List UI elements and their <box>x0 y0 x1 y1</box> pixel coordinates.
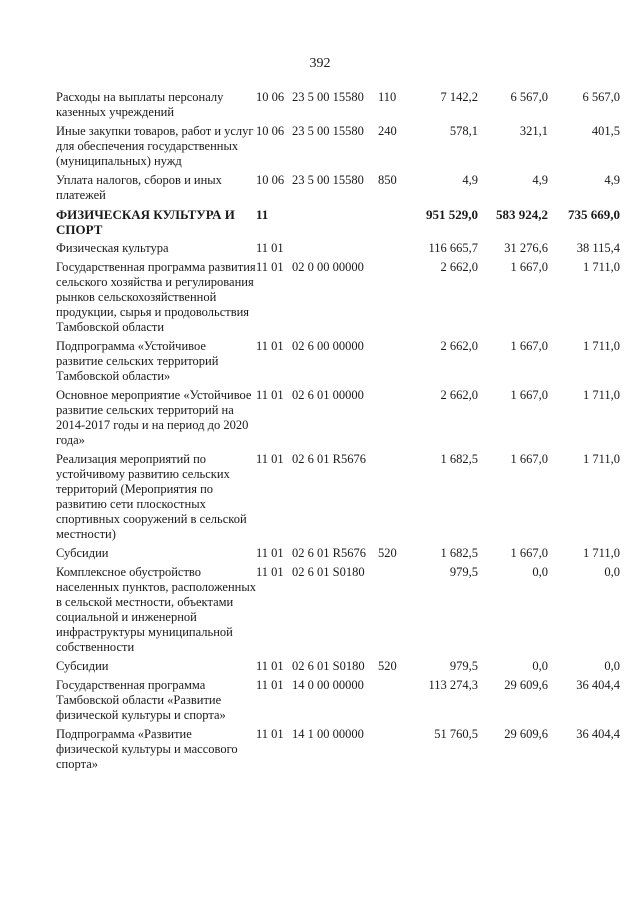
row-section-code: 11 01 <box>256 659 284 673</box>
table-row <box>56 546 620 565</box>
row-value-year1: 7 142,2 <box>440 90 478 104</box>
row-expense-type <box>378 207 402 241</box>
row-name: Субсидии <box>56 546 109 560</box>
row-section-code: 11 01 <box>256 452 284 466</box>
row-section-code: 11 01 <box>256 678 284 692</box>
row-value-year2: 1 667,0 <box>510 388 548 402</box>
row-value-year2: 583 924,2 <box>496 207 548 222</box>
row-value-year3: 38 115,4 <box>576 241 620 255</box>
table-row <box>56 339 620 388</box>
row-section-code: 11 01 <box>256 388 284 402</box>
row-target-code: 02 6 01 00000 <box>292 388 364 402</box>
row-target-code: 02 6 01 R5676 <box>292 452 366 466</box>
row-value-year3: 1 711,0 <box>582 546 620 560</box>
row-expense-type <box>378 339 402 388</box>
row-value-year2: 1 667,0 <box>510 546 548 560</box>
row-value-year1: 979,5 <box>449 565 478 579</box>
row-target-code: 14 0 00 00000 <box>292 678 364 692</box>
row-value-year2: 1 667,0 <box>510 260 548 274</box>
row-value-year1: 2 662,0 <box>440 339 478 353</box>
row-target-code: 23 5 00 15580 <box>292 124 364 138</box>
row-section-code: 10 06 <box>256 90 285 104</box>
row-name: Комплексное обустройство населенных пунктов, расположенных в сельской местности, объектами социальной и инженерной инфраструктуры муниципальной собственности <box>56 565 257 654</box>
row-section-code: 11 01 <box>256 339 284 353</box>
row-value-year2: 6 567,0 <box>510 90 548 104</box>
row-name: Уплата налогов, сборов и иных платежей <box>56 173 222 202</box>
row-value-year3: 1 711,0 <box>582 260 620 274</box>
row-name: Расходы на выплаты персоналу казенных учреждений <box>56 90 224 119</box>
row-section-code: 11 01 <box>256 241 284 255</box>
row-value-year1: 2 662,0 <box>440 388 478 402</box>
row-value-year3: 6 567,0 <box>582 90 620 104</box>
row-value-year2: 0,0 <box>532 565 548 579</box>
row-expense-type: 850 <box>378 173 397 187</box>
table-row <box>56 241 620 260</box>
row-target-code <box>292 207 378 241</box>
row-section-code: 11 <box>256 207 269 222</box>
row-target-code: 02 6 01 R5676 <box>292 546 366 560</box>
table-row <box>56 260 620 339</box>
table-row <box>56 659 620 678</box>
row-target-code <box>292 241 378 260</box>
row-section-code: 10 06 <box>256 173 285 187</box>
row-expense-type: 520 <box>378 659 397 673</box>
row-value-year3: 1 711,0 <box>582 452 620 466</box>
row-value-year3: 1 711,0 <box>582 388 620 402</box>
row-expense-type <box>378 260 402 339</box>
row-name: Основное мероприятие «Устойчивое развитие сельских территорий на 2014-2017 годы и на период до 2020 года» <box>56 388 252 447</box>
row-value-year2: 0,0 <box>532 659 548 673</box>
row-expense-type: 110 <box>378 90 397 104</box>
row-value-year1: 51 760,5 <box>434 727 478 741</box>
row-name: Иные закупки товаров, работ и услуг для обеспечения государственных (муниципальных) нужд <box>56 124 254 168</box>
row-value-year3: 0,0 <box>604 565 620 579</box>
row-target-code: 02 6 01 S0180 <box>292 659 365 673</box>
row-target-code: 14 1 00 00000 <box>292 727 364 741</box>
row-expense-type: 240 <box>378 124 397 138</box>
row-value-year2: 29 609,6 <box>504 678 548 692</box>
row-value-year2: 4,9 <box>532 173 548 187</box>
row-value-year3: 4,9 <box>604 173 620 187</box>
row-expense-type: 520 <box>378 546 397 560</box>
budget-table <box>56 90 620 776</box>
row-name: Подпрограмма «Развитие физической культуры и массового спорта» <box>56 727 238 771</box>
row-value-year3: 0,0 <box>604 659 620 673</box>
row-expense-type <box>378 388 402 452</box>
row-value-year3: 36 404,4 <box>576 727 620 741</box>
row-value-year1: 2 662,0 <box>440 260 478 274</box>
table-row <box>56 452 620 546</box>
table-row-section-total <box>56 207 620 241</box>
table-row <box>56 727 620 776</box>
row-section-code: 10 06 <box>256 124 285 138</box>
row-name: ФИЗИЧЕСКАЯ КУЛЬТУРА И СПОРТ <box>56 207 235 237</box>
row-value-year1: 951 529,0 <box>426 207 478 222</box>
row-target-code: 23 5 00 15580 <box>292 90 364 104</box>
row-value-year1: 116 665,7 <box>428 241 478 255</box>
row-value-year1: 1 682,5 <box>440 452 478 466</box>
row-value-year1: 4,9 <box>462 173 478 187</box>
row-value-year3: 735 669,0 <box>568 207 620 222</box>
row-name: Государственная программа развития сельского хозяйства и регулирования рынков сельскохозяйственной продукции, сырья и продовольствия Тамбовской области <box>56 260 256 334</box>
row-section-code: 11 01 <box>256 565 284 579</box>
row-value-year1: 1 682,5 <box>440 546 478 560</box>
row-value-year2: 31 276,6 <box>504 241 548 255</box>
table-row <box>56 173 620 207</box>
row-value-year2: 1 667,0 <box>510 339 548 353</box>
row-expense-type <box>378 678 402 727</box>
row-name: Реализация мероприятий по устойчивому развитию сельских территорий (Мероприятия по развитию сети плоскостных спортивных сооружений в сельской местности) <box>56 452 247 541</box>
table-row <box>56 565 620 659</box>
row-section-code: 11 01 <box>256 546 284 560</box>
row-section-code: 11 01 <box>256 727 284 741</box>
row-value-year3: 36 404,4 <box>576 678 620 692</box>
row-name: Физическая культура <box>56 241 169 255</box>
row-value-year2: 321,1 <box>519 124 548 138</box>
row-section-code: 11 01 <box>256 260 284 274</box>
row-expense-type <box>378 727 402 776</box>
table-row <box>56 124 620 173</box>
row-name: Государственная программа Тамбовской области «Развитие физической культуры и спорта» <box>56 678 226 722</box>
row-target-code: 02 0 00 00000 <box>292 260 364 274</box>
row-value-year1: 979,5 <box>449 659 478 673</box>
row-expense-type <box>378 565 402 659</box>
row-name: Подпрограмма «Устойчивое развитие сельских территорий Тамбовской области» <box>56 339 219 383</box>
row-value-year3: 1 711,0 <box>582 339 620 353</box>
row-expense-type <box>378 452 402 546</box>
table-row <box>56 678 620 727</box>
row-target-code: 23 5 00 15580 <box>292 173 364 187</box>
row-value-year2: 29 609,6 <box>504 727 548 741</box>
row-name: Субсидии <box>56 659 109 673</box>
table-row <box>56 90 620 124</box>
row-target-code: 02 6 01 S0180 <box>292 565 365 579</box>
row-target-code: 02 6 00 00000 <box>292 339 364 353</box>
row-value-year3: 401,5 <box>591 124 620 138</box>
table-row <box>56 388 620 452</box>
row-expense-type <box>378 241 402 260</box>
page-number: 392 <box>309 56 331 71</box>
row-value-year1: 578,1 <box>449 124 478 138</box>
row-value-year1: 113 274,3 <box>428 678 478 692</box>
row-value-year2: 1 667,0 <box>510 452 548 466</box>
